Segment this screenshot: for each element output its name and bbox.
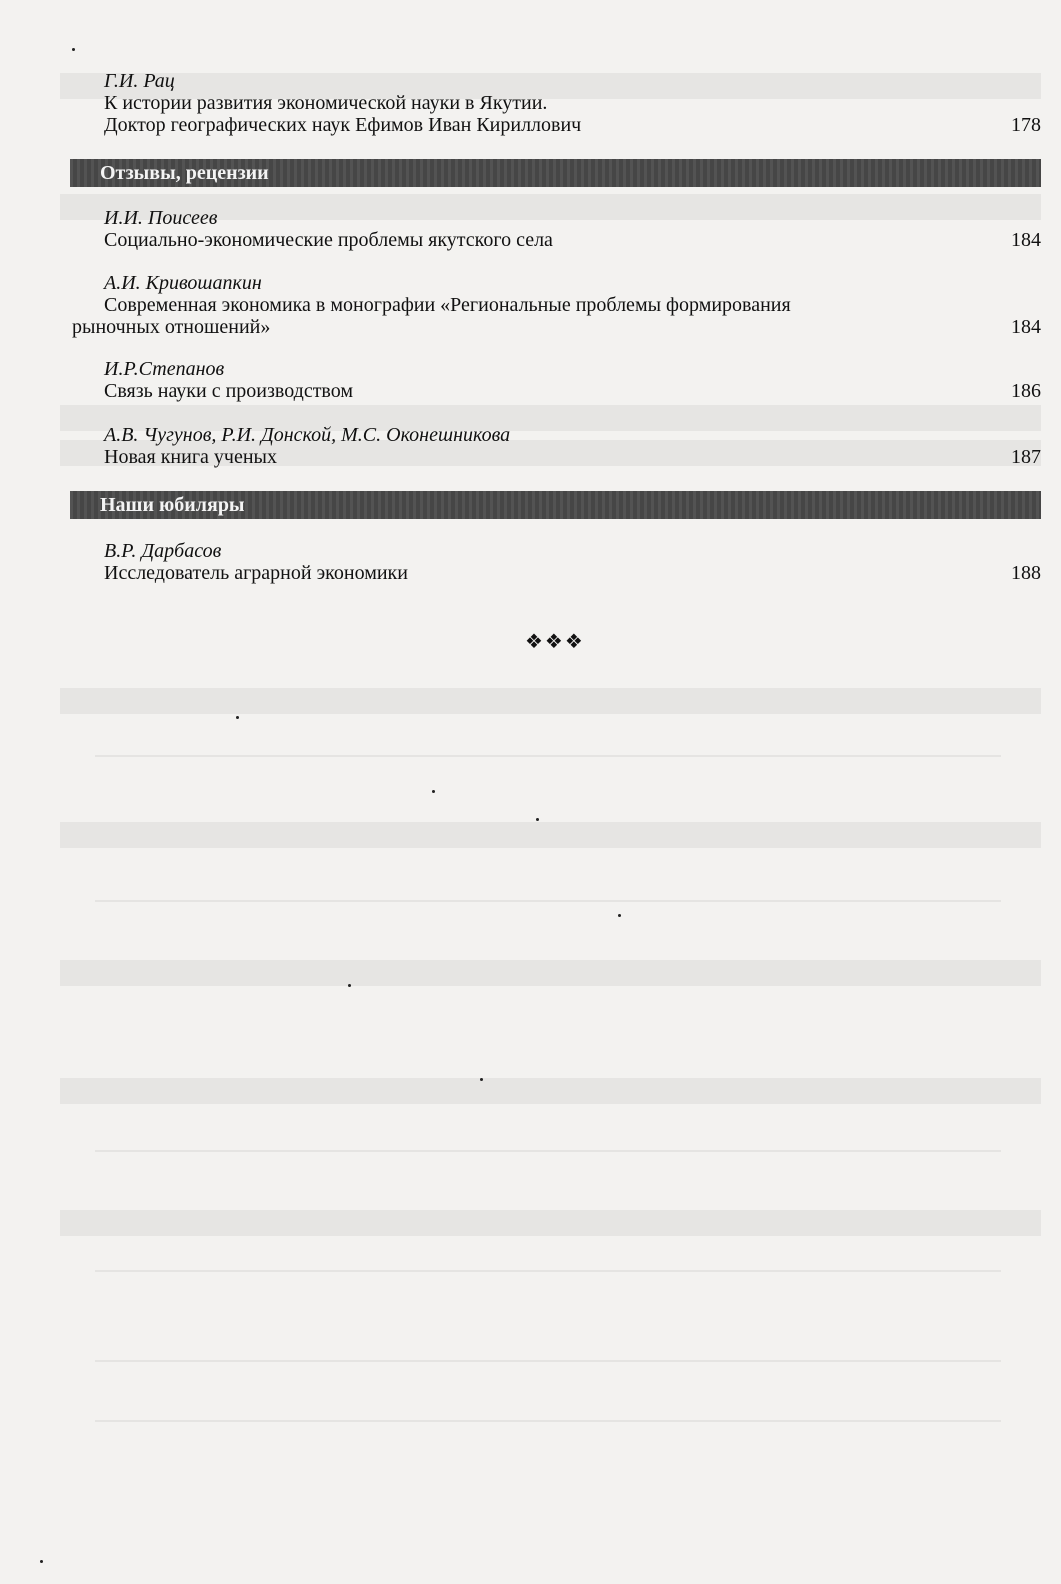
bleed-through-band: [60, 1078, 1041, 1104]
speck: [72, 48, 75, 51]
speck: [480, 1078, 483, 1081]
section-header-reviews: Отзывы, рецензии: [70, 159, 1041, 187]
entry-title: Социально-экономические проблемы якутского села: [104, 229, 553, 251]
toc-entry-chugunov[interactable]: [104, 424, 1041, 468]
speck: [348, 984, 351, 987]
toc-entry-darbasov[interactable]: [104, 540, 1041, 584]
toc-entry-rats[interactable]: [104, 70, 1041, 136]
entry-title: Связь науки с производством: [104, 380, 354, 402]
entry-authors: И.Р.Степанов: [104, 358, 225, 380]
page-number: 187: [1011, 446, 1041, 468]
page-number: 178: [1011, 114, 1041, 136]
toc-entry-stepanov[interactable]: [104, 358, 1041, 402]
entry-title: Исследователь аграрной экономики: [104, 562, 408, 584]
bleed-through-band: [60, 960, 1041, 986]
entry-authors: А.В. Чугунов, Р.И. Донской, М.С. Оконешникова: [104, 424, 511, 446]
page-number: 186: [1011, 380, 1041, 402]
page-number: 184: [1011, 316, 1041, 338]
bleed-through-line: [95, 1270, 1001, 1272]
page-number: 188: [1011, 562, 1041, 584]
bleed-through-line: [95, 1360, 1001, 1362]
bleed-through-line: [95, 1150, 1001, 1152]
entry-title: Новая книга ученых: [104, 446, 277, 468]
entry-title-line: рыночных отношений»: [72, 316, 271, 338]
entry-authors: В.Р. Дарбасов: [104, 540, 222, 562]
bleed-through-line: [95, 900, 1001, 902]
bleed-through-band: [60, 1210, 1041, 1236]
entry-title-line: Современная экономика в монографии «Региональные проблемы формирования: [104, 294, 791, 316]
entry-title-line: Доктор географических наук Ефимов Иван Кириллович: [104, 114, 582, 136]
bleed-through-band: [60, 822, 1041, 848]
entry-title-line: К истории развития экономической науки в Якутии.: [104, 92, 548, 114]
bleed-through-line: [95, 755, 1001, 757]
speck: [40, 1560, 43, 1563]
entry-authors: И.И. Поисеев: [104, 207, 218, 229]
page-number: 184: [1011, 229, 1041, 251]
toc-entry-krivoshapkin[interactable]: [72, 272, 1041, 338]
speck: [236, 716, 239, 719]
speck: [432, 790, 435, 793]
ornament-divider: ❖❖❖: [525, 631, 585, 653]
toc-entry-poiseev[interactable]: [104, 207, 1041, 251]
bleed-through-line: [95, 1420, 1001, 1422]
speck: [618, 914, 621, 917]
entry-authors: Г.И. Рац: [104, 70, 175, 92]
speck: [536, 818, 539, 821]
bleed-through-band: [60, 688, 1041, 714]
section-header-jubilees: Наши юбиляры: [70, 491, 1041, 519]
entry-authors: А.И. Кривошапкин: [104, 272, 262, 294]
